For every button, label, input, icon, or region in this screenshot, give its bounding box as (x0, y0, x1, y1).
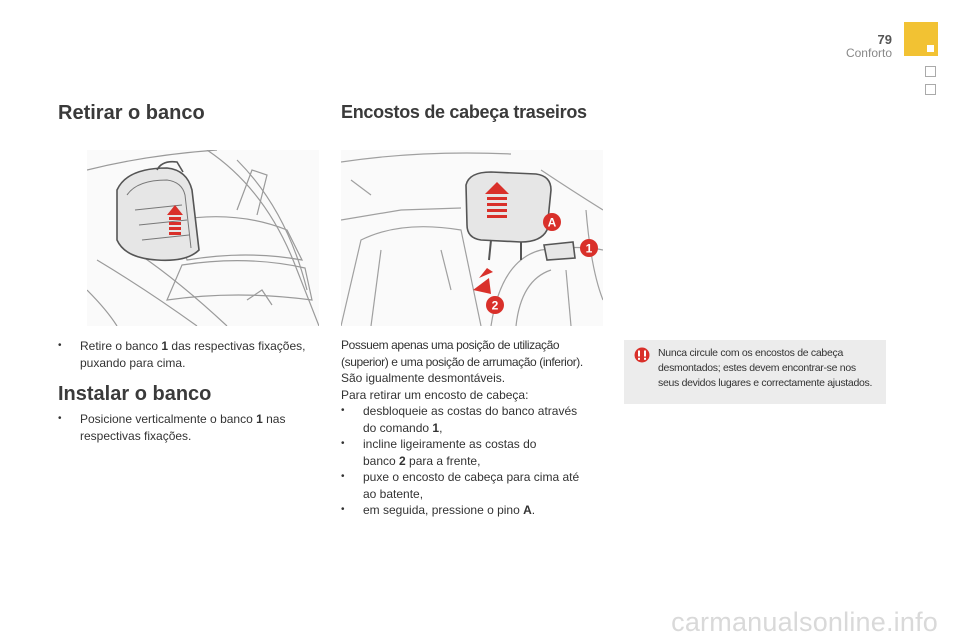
warning-line: desmontados; estes devem encontrar-se nos (658, 362, 856, 374)
bullet-marker: • (341, 471, 345, 482)
chapter-tab[interactable] (925, 84, 936, 95)
instalar-step (58, 411, 328, 444)
warning-line: Nunca circule com os encostos de cabeça (658, 347, 843, 359)
text: nas (262, 412, 286, 426)
text-bold: 1 (256, 412, 263, 426)
text-bold: 2 (399, 453, 406, 468)
text: em seguida, pressione o pino (363, 503, 524, 517)
callout-a-label: A (547, 215, 557, 230)
retirar-step (58, 338, 328, 371)
chapter-tab-active[interactable] (904, 22, 938, 56)
warning-box (624, 340, 886, 404)
step-item (341, 436, 613, 469)
text: das respectivas fixações, (168, 339, 306, 353)
intro-line: São igualmente desmontáveis. (341, 371, 506, 385)
callout-1-label: 1 (585, 241, 593, 256)
text: . (531, 503, 536, 517)
text: desbloqueie as costas do banco através (363, 404, 578, 418)
encostos-text (341, 337, 613, 519)
heading-instalar-banco: Instalar o banco (58, 383, 212, 405)
bullet-marker: • (341, 504, 345, 515)
text-bold: 1 (161, 339, 169, 353)
bullet-marker: • (341, 405, 345, 416)
text: , (439, 420, 443, 435)
text: puxando para cima. (80, 355, 186, 370)
text: Posicione verticalmente o banco (80, 412, 257, 426)
text-bold: A (523, 503, 532, 517)
text: Retire o banco (80, 339, 162, 353)
warning-icon (633, 347, 651, 363)
step-item (341, 403, 613, 436)
chapter-tab[interactable] (925, 66, 936, 77)
bullet-marker: • (58, 340, 62, 351)
step-item (341, 502, 613, 519)
callout-2-label: 2 (491, 298, 499, 313)
page-number: 79 (877, 32, 892, 47)
text: para a frente, (405, 453, 481, 468)
warning-text (658, 346, 880, 391)
text: ao batente, (363, 486, 424, 501)
seat-removal-illustration (87, 150, 319, 326)
text: incline ligeiramente as costas do (363, 437, 537, 451)
text: banco (363, 453, 400, 468)
text: respectivas fixações. (80, 428, 192, 443)
intro-line: Para retirar um encosto de cabeça: (341, 387, 529, 402)
watermark: carmanualsonline.info (671, 607, 938, 637)
heading-encostos-cabeca: Encostos de cabeça traseiros (341, 102, 587, 122)
warning-line: seus devidos lugares e correctamente ajustados. (658, 377, 873, 389)
bullet-marker: • (341, 438, 345, 449)
intro-line: Possuem apenas uma posição de utilização (341, 338, 560, 352)
intro-line: (superior) e uma posição de arrumação (inferior). (341, 354, 583, 369)
section-title: Conforto (845, 46, 892, 60)
text: do comando (363, 420, 433, 435)
bullet-marker: • (58, 413, 62, 424)
head-restraint-illustration (341, 150, 603, 326)
step-item (341, 469, 613, 502)
text: puxe o encosto de cabeça para cima até (363, 470, 580, 484)
text-bold: 1 (432, 420, 440, 435)
heading-retirar-banco: Retirar o banco (58, 102, 205, 124)
